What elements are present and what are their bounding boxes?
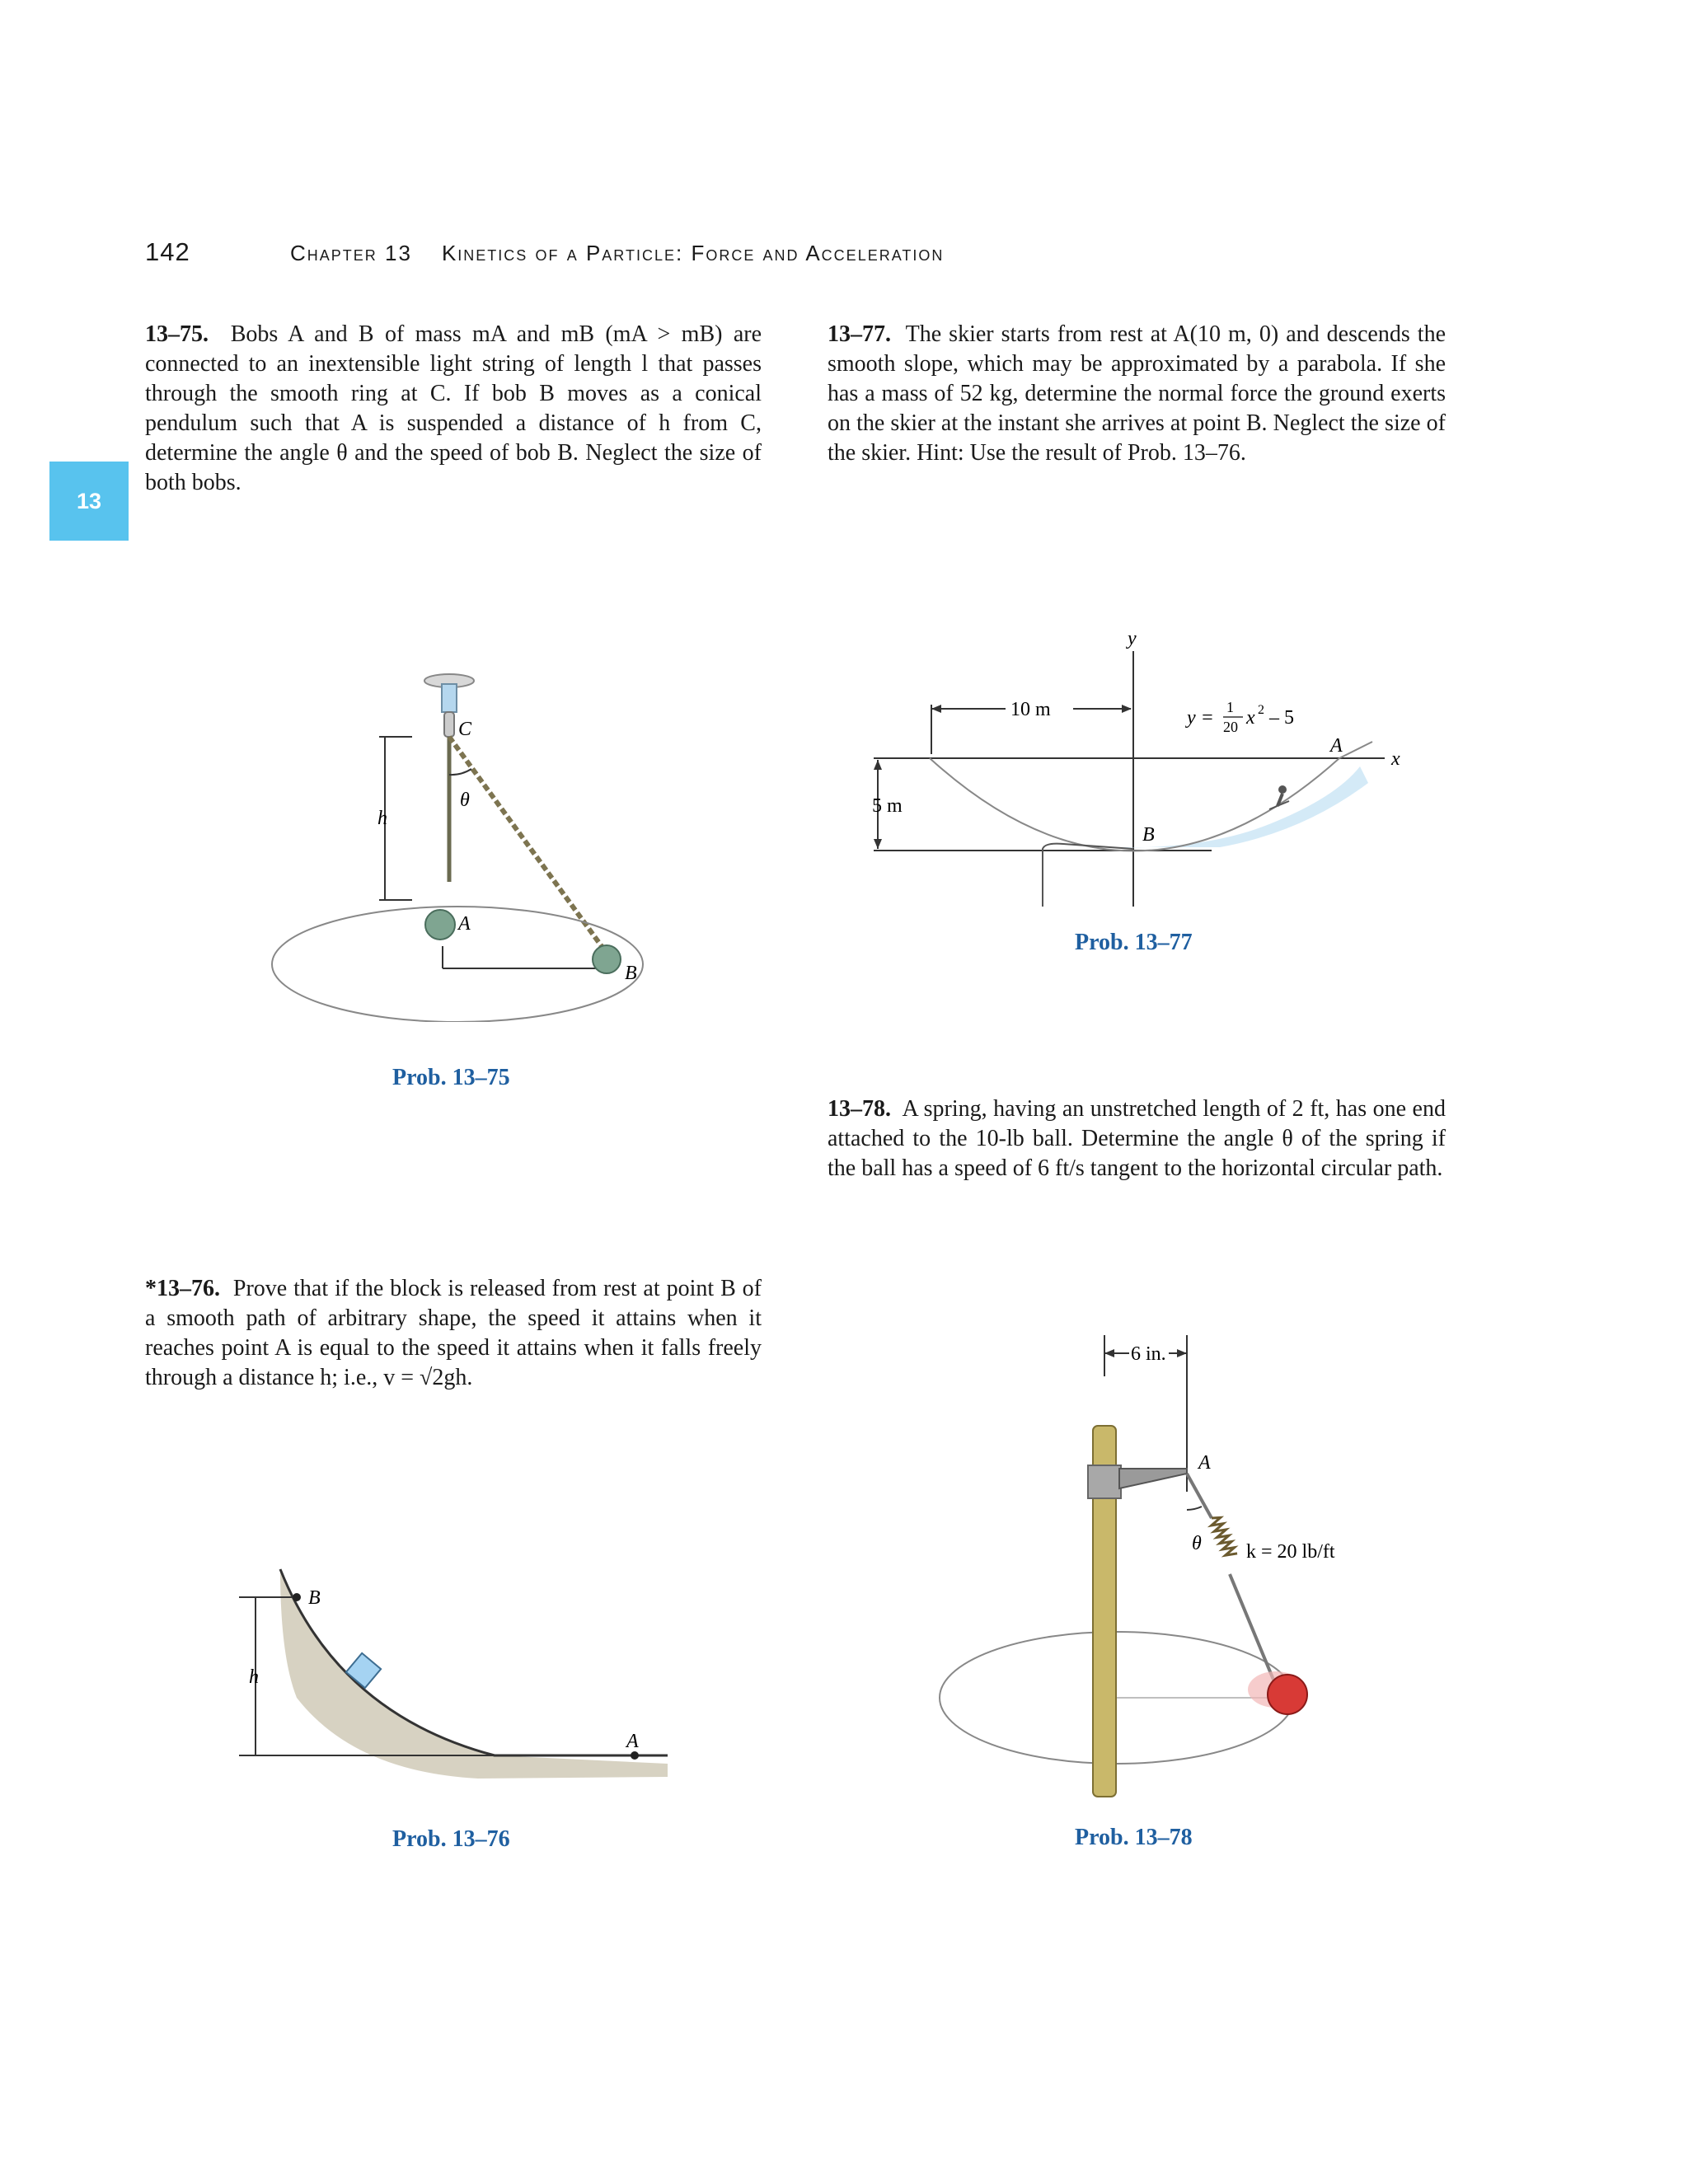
- label-c: C: [458, 719, 472, 740]
- label-h: h: [377, 808, 387, 829]
- label-10m: 10 m: [1010, 699, 1051, 720]
- problem-13-77: [828, 320, 1446, 468]
- label-b: B: [308, 1587, 321, 1609]
- label-a: A: [1330, 735, 1343, 757]
- problem-number: 13–77.: [828, 321, 891, 347]
- label-a: A: [458, 913, 471, 935]
- figure-13-78: [907, 1327, 1401, 1821]
- label-x-axis: x: [1391, 748, 1400, 770]
- label-k: k = 20 lb/ft: [1246, 1541, 1335, 1563]
- figure-caption-13-77: Prob. 13–77: [1075, 930, 1193, 955]
- problem-text: A spring, having an unstretched length of 2 ft, has one end attached to the 10-lb ball. Determine the angle θ of the spring if the ball has a speed of 6 ft/s tangent to the horizontal circular path.: [828, 1096, 1446, 1181]
- label-b: B: [1142, 824, 1155, 846]
- label-b: B: [625, 963, 637, 984]
- skier-icon: [1269, 785, 1289, 809]
- figure-13-77: [857, 626, 1451, 940]
- problem-text: Prove that if the block is released from rest at point B of a smooth path of arbitrary shape, the speed it attains when it reaches point A is equal to the speed it attains when it falls freely through a distance h; i.e., v = √2gh.: [145, 1276, 762, 1390]
- svg-text:y =: y =: [1187, 707, 1214, 729]
- label-6in: 6 in.: [1131, 1343, 1166, 1365]
- parabola-equation: [1185, 699, 1294, 735]
- label-a: A: [626, 1731, 639, 1752]
- page-number: 142: [145, 237, 190, 266]
- svg-text:1: 1: [1226, 699, 1234, 715]
- figure-caption-13-78: Prob. 13–78: [1075, 1825, 1193, 1850]
- chapter-heading: [290, 241, 944, 266]
- problem-text: The skier starts from rest at A(10 m, 0) and descends the smooth slope, which may be approximated by a parabola. If she has a mass of 52 kg, determine the normal force the ground exerts on the skier at the instant she arrives at point B. Neglect the size of the skier. Hint: Use the result of Prob. 13–76.: [828, 321, 1446, 466]
- label-h: h: [249, 1666, 259, 1688]
- figure-13-76: [231, 1558, 692, 1805]
- svg-text:x: x: [1246, 707, 1255, 729]
- problem-13-78: [828, 1094, 1446, 1183]
- chapter-title: Kinetics of a Particle: Force and Acceleration: [441, 241, 945, 265]
- problem-number: *13–76.: [145, 1276, 220, 1301]
- label-theta: θ: [1192, 1533, 1202, 1554]
- svg-text:2: 2: [1258, 703, 1264, 717]
- figure-13-75: [247, 659, 676, 1022]
- label-y-axis: y: [1128, 628, 1137, 649]
- figure-caption-13-76: Prob. 13–76: [392, 1826, 510, 1852]
- svg-text:– 5: – 5: [1269, 707, 1294, 729]
- chapter-label: Chapter 13: [290, 241, 412, 265]
- label-a: A: [1198, 1452, 1211, 1474]
- problem-text: Bobs A and B of mass mA and mB (mA > mB) are connected to an inextensible light string of length l that passes through the smooth ring at C. If bob B moves as a conical pendulum such that A is suspended a distance of h from C, determine the angle θ and the speed of bob B. Neglect the size of both bobs.: [145, 321, 762, 495]
- problem-13-75: [145, 320, 762, 498]
- label-5m: 5 m: [872, 795, 903, 817]
- problem-number: 13–78.: [828, 1096, 891, 1122]
- label-theta: θ: [460, 790, 470, 811]
- problem-number: 13–75.: [145, 321, 209, 347]
- figure-caption-13-75: Prob. 13–75: [392, 1065, 510, 1090]
- svg-text:20: 20: [1223, 719, 1238, 735]
- problem-13-76: [145, 1274, 762, 1393]
- chapter-side-tab: 13: [49, 462, 129, 541]
